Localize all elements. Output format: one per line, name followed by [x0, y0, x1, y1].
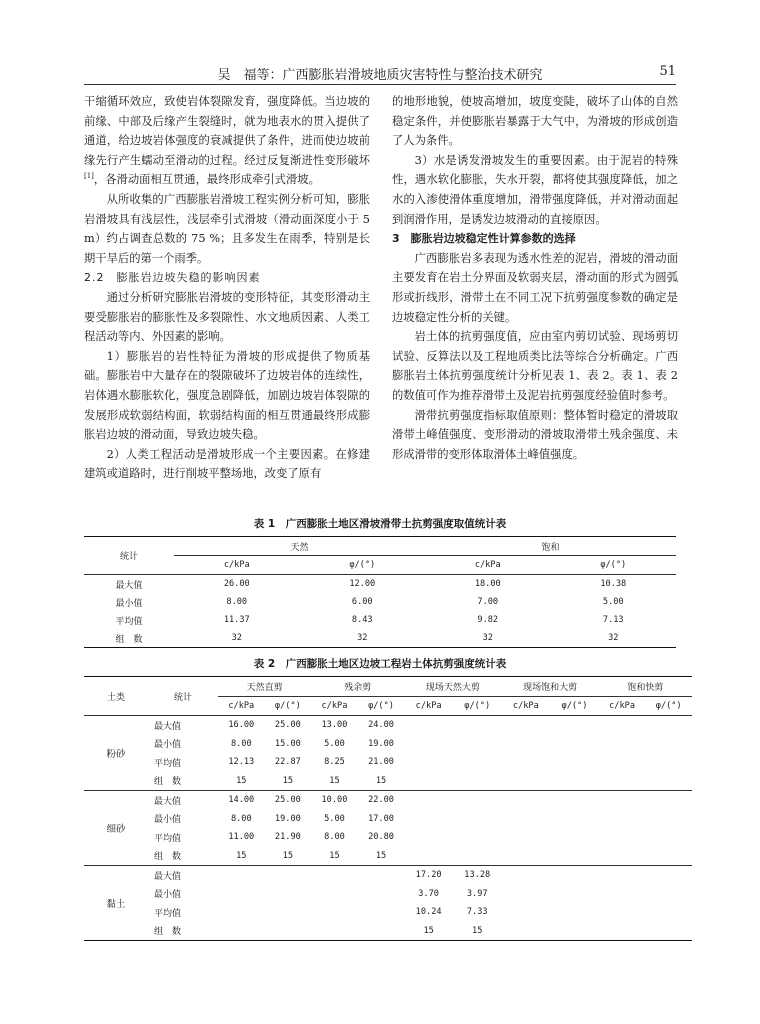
- table-row: [84, 593, 676, 611]
- table-cell: [453, 735, 502, 754]
- row-label: 最小值: [115, 598, 143, 609]
- paragraph: 干缩循环效应，致使岩体裂隙发育，强度降低。当边坡的前缘、中部及后缘产生裂缝时，就为地表水的贯入提供了通道，给边坡岩体强度的衰减提供了条件，进而使边坡前缘先行产生蠕动至滑动的过程。经过反复渐进性变形破坏[1]，各滑动面相互贯通，最终形成牵引式滑坡。: [84, 95, 370, 187]
- paragraph: 的地形地貌，使坡高增加，坡度变陡，破坏了山体的自然稳定条件，并使膨胀岩暴露于大气中，为滑坡的形成创造了人为条件。: [392, 95, 678, 148]
- table-cell: [358, 922, 405, 941]
- left-column: [84, 92, 370, 484]
- row-label: 平均值: [115, 616, 143, 627]
- table-cell: 15: [423, 925, 434, 936]
- table-cell: [502, 885, 551, 904]
- paragraph: 3）水是诱发滑坡发生的重要因素。由于泥岩的特殊性，遇水软化膨胀，失水开裂，都将使其强度降低，加之水的入渗使滑体重度增加，滑带强度降低，并对滑动面起到润滑作用，是诱发边坡滑动的直接原因。: [392, 153, 678, 226]
- table-cell: [550, 866, 599, 885]
- table2-caption: 表 2 广西膨胀土地区边坡工程岩土体抗剪强度统计表: [253, 658, 507, 670]
- table-cell: [404, 810, 453, 829]
- table-cell: [550, 772, 599, 791]
- paragraph: 2）人类工程活动是滑坡形成一个主要因素。在修建建筑或道路时，进行削坡平整场地，改变了原有: [84, 447, 370, 481]
- table-cell: [550, 735, 599, 754]
- col-header: φ/(°): [551, 556, 677, 575]
- col-header: φ/(°): [358, 696, 405, 716]
- table-cell: [218, 866, 265, 885]
- table-cell: 10.24: [415, 907, 442, 918]
- table1-group-natural: 天然: [174, 537, 425, 556]
- table-cell: [453, 810, 502, 829]
- paragraph: 广西膨胀岩多表现为透水性差的泥岩，滑坡的滑动面主要发育在岩土分界面及软弱夹层，滑动面的形式为圆弧形或折线形，滑带土在不同工况下抗剪强度参数的确定是边坡稳定性分析的关键。: [392, 251, 678, 324]
- paragraph: 1）膨胀岩的岩性特征为滑坡的形成提供了物质基础。膨胀岩中大量存在的裂隙破坏了边坡岩体的连续性，岩体遇水膨胀软化，强度急剧降低，加剧边坡岩体裂隙的发展形成软弱结构面，软弱结构面的相互贯通最终形成膨胀岩边坡的滑动面，导致边坡失稳。: [84, 349, 370, 442]
- row-label: 最大值: [115, 580, 143, 591]
- table-cell: [599, 903, 646, 922]
- table-cell: [358, 866, 405, 885]
- table-cell: 8.00: [226, 597, 248, 607]
- table-cell: 32: [608, 633, 619, 643]
- table2-group-header: 天然直剪: [218, 677, 311, 697]
- table-cell: 16.00: [228, 720, 255, 731]
- section-heading-2-2: 2.2 膨胀岩边坡失稳的影响因素: [84, 271, 261, 285]
- table-cell: 9.82: [477, 615, 499, 625]
- table-cell: [502, 810, 551, 829]
- table-cell: [502, 772, 551, 791]
- table-cell: 32: [357, 633, 368, 643]
- table-cell: [599, 772, 646, 791]
- table-cell: [550, 810, 599, 829]
- table-cell: [404, 735, 453, 754]
- table-row: [84, 903, 692, 922]
- row-label: 最小值: [154, 890, 182, 901]
- table2-group-header: 现场饱和大剪: [502, 677, 599, 697]
- table-row: [84, 575, 676, 594]
- row-label: 平均值: [154, 758, 182, 769]
- table2: [84, 676, 692, 941]
- table-cell: [404, 753, 453, 772]
- table-cell: 5.00: [602, 597, 624, 607]
- table-cell: 8.25: [324, 757, 345, 768]
- table-row: [84, 716, 692, 735]
- row-label: 组 数: [115, 634, 143, 645]
- row-label: 平均值: [154, 908, 182, 919]
- row-label: 组 数: [154, 927, 182, 938]
- table-cell: 5.00: [324, 813, 345, 824]
- table-cell: [502, 847, 551, 866]
- table-cell: 15: [472, 925, 483, 936]
- table2-body: [84, 716, 692, 941]
- table-cell: [599, 810, 646, 829]
- table-cell: [358, 903, 405, 922]
- table-cell: [645, 810, 692, 829]
- row-label: 最小值: [154, 740, 182, 751]
- table-cell: [502, 866, 551, 885]
- table-cell: [645, 716, 692, 735]
- table-cell: [550, 753, 599, 772]
- row-label: 最小值: [154, 815, 182, 826]
- table-cell: [502, 922, 551, 941]
- table-cell: [502, 735, 551, 754]
- table-cell: [599, 847, 646, 866]
- table-cell: 8.00: [230, 738, 252, 749]
- table-cell: [404, 716, 453, 735]
- table-cell: [453, 716, 502, 735]
- table-cell: 15: [282, 850, 294, 861]
- table-cell: 8.00: [324, 832, 345, 843]
- col-header: c/kPa: [599, 696, 646, 716]
- table-cell: 15: [329, 775, 340, 786]
- col-header: c/kPa: [502, 696, 551, 716]
- table-row: [84, 810, 692, 829]
- table-cell: 13.28: [453, 866, 502, 885]
- table-cell: [599, 791, 646, 810]
- table-cell: 32: [231, 633, 242, 643]
- table-row: [84, 629, 676, 648]
- table2-group-header: 残余剪: [311, 677, 404, 697]
- soil-type-cell: 黏土: [84, 866, 148, 941]
- table-cell: 13.00: [321, 720, 348, 731]
- table-cell: 17.20: [404, 866, 453, 885]
- table-cell: [550, 922, 599, 941]
- table-cell: [645, 866, 692, 885]
- table1-body: [84, 575, 676, 648]
- table-cell: 15: [236, 850, 247, 861]
- col-header: c/kPa: [218, 696, 265, 716]
- table-cell: [502, 753, 551, 772]
- table-cell: 10.38: [600, 579, 627, 589]
- paragraph: 岩土体的抗剪强度值，应由室内剪切试验、现场剪切试验、反算法以及工程地质类比法等综合分析确定。广西膨胀岩土体抗剪强度统计分析见表 1、表 2。表 1、表 2 的数值可作为推荐滑带土及泥岩抗剪强度经验值时参考。: [392, 330, 678, 402]
- table-cell: [502, 791, 551, 810]
- table-cell: 24.00: [368, 720, 394, 731]
- col-header: φ/(°): [645, 696, 692, 716]
- table-cell: [218, 922, 265, 941]
- section-heading-3: 3 膨胀岩边坡稳定性计算参数的选择: [392, 232, 576, 246]
- table-cell: [311, 885, 358, 904]
- table-row: [84, 753, 692, 772]
- table-cell: [502, 716, 551, 735]
- table-cell: [502, 828, 551, 847]
- row-label: 组 数: [154, 777, 182, 788]
- table-cell: [404, 772, 453, 791]
- table-cell: [599, 716, 646, 735]
- col-header: c/kPa: [311, 696, 358, 716]
- table-cell: 7.13: [602, 615, 624, 625]
- table-cell: [645, 772, 692, 791]
- table-row: [84, 866, 692, 885]
- col-header: φ/(°): [265, 696, 312, 716]
- col-header: c/kPa: [404, 696, 453, 716]
- row-label: 最大值: [148, 866, 218, 885]
- soil-type-cell: 粉砂: [106, 749, 126, 760]
- table-cell: 32: [482, 633, 493, 643]
- table-cell: [218, 903, 265, 922]
- table-cell: [453, 772, 502, 791]
- running-title: 吴 福等：广西膨胀岩滑坡地质灾害特性与整治技术研究: [217, 68, 543, 83]
- table-cell: 17.00: [368, 813, 394, 824]
- table-cell: 19.00: [274, 813, 301, 824]
- table-cell: 12.13: [228, 757, 255, 768]
- table-cell: 18.00: [474, 579, 501, 589]
- table1: [84, 536, 676, 648]
- col-header: φ/(°): [550, 696, 599, 716]
- table-cell: [645, 753, 692, 772]
- table-cell: 21.90: [274, 832, 301, 843]
- table-cell: 15: [375, 775, 387, 786]
- table-cell: [550, 716, 599, 735]
- col-header: c/kPa: [174, 556, 300, 575]
- table-cell: [550, 791, 599, 810]
- table-cell: 5.00: [324, 738, 345, 749]
- table-row: [84, 828, 692, 847]
- table-cell: 20.80: [368, 832, 394, 843]
- table-cell: 8.43: [351, 615, 373, 625]
- table-cell: 15: [236, 775, 247, 786]
- table1-group-saturated: 饱和: [425, 537, 676, 556]
- table1-stat-header: 统计: [84, 537, 174, 575]
- table-cell: [404, 791, 453, 810]
- right-column: [392, 92, 678, 464]
- table-cell: [453, 847, 502, 866]
- table-cell: [502, 903, 551, 922]
- table-cell: [599, 866, 646, 885]
- table-cell: [645, 903, 692, 922]
- table-cell: [265, 903, 312, 922]
- table2-group-header: 现场天然大剪: [404, 677, 501, 697]
- table-cell: [550, 903, 599, 922]
- table-cell: [358, 885, 405, 904]
- paragraph: 从所收集的广西膨胀岩滑坡工程实例分析可知，膨胀岩滑坡具有浅层性，浅层牵引式滑坡（滑动面深度小于 5 m）约占调查总数的 75 %；且多发生在雨季，特别是长期干旱后的第一个雨季。: [84, 192, 370, 265]
- table-cell: [404, 847, 453, 866]
- table-cell: [311, 866, 358, 885]
- table-cell: 25.00: [265, 791, 312, 810]
- table-cell: 19.00: [368, 738, 394, 749]
- table2-stat-header: 统计: [148, 677, 218, 716]
- table-cell: 7.00: [477, 597, 499, 607]
- table-cell: [645, 847, 692, 866]
- table-cell: 11.37: [223, 615, 250, 625]
- table-row: [84, 885, 692, 904]
- table-row: [84, 735, 692, 754]
- table-row: [84, 791, 692, 810]
- table-row: [84, 611, 676, 629]
- table-cell: 11.00: [228, 832, 255, 843]
- table-row: [84, 847, 692, 866]
- table-cell: [453, 753, 502, 772]
- table-cell: 3.97: [466, 888, 488, 899]
- table-cell: [599, 922, 646, 941]
- paragraph: 滑带抗剪强度指标取值原则：整体暂时稳定的滑坡取滑带土峰值强度、变形滑动的滑坡取滑带土残余强度、未形成滑带的变形体取滑体土峰值强度。: [392, 408, 678, 461]
- col-header: φ/(°): [453, 696, 502, 716]
- table-cell: 21.00: [368, 757, 394, 768]
- table1-caption: 表 1 广西膨胀土地区滑坡滑带土抗剪强度取值统计表: [253, 518, 507, 530]
- table-cell: [550, 885, 599, 904]
- table-cell: [599, 885, 646, 904]
- table-cell: [265, 866, 312, 885]
- table-cell: 3.70: [418, 888, 439, 899]
- table-cell: [453, 828, 502, 847]
- table-cell: [599, 753, 646, 772]
- table-cell: 22.87: [274, 757, 301, 768]
- table-cell: 12.00: [349, 579, 376, 589]
- table-cell: 6.00: [351, 597, 373, 607]
- table-cell: [265, 885, 312, 904]
- table-cell: [453, 791, 502, 810]
- row-label: 最大值: [148, 791, 218, 810]
- page-number: 51: [659, 64, 676, 79]
- table-cell: [550, 847, 599, 866]
- table-cell: 25.00: [274, 720, 301, 731]
- table-cell: [645, 922, 692, 941]
- table-cell: 26.00: [223, 579, 250, 589]
- col-header: φ/(°): [300, 556, 426, 575]
- table-cell: 15.00: [274, 738, 301, 749]
- table-cell: 15: [282, 775, 294, 786]
- table2-group-header: 饱和快剪: [599, 677, 692, 697]
- col-header: c/kPa: [425, 556, 551, 575]
- row-label: 最大值: [154, 721, 182, 732]
- table-cell: [550, 828, 599, 847]
- table-cell: [599, 828, 646, 847]
- table-cell: [645, 828, 692, 847]
- citation-ref[interactable]: [1]: [84, 172, 94, 181]
- table-cell: 15: [329, 850, 340, 861]
- soil-type-cell: 细砂: [84, 791, 148, 866]
- table-cell: [311, 922, 358, 941]
- table-cell: 15: [375, 850, 387, 861]
- table2-soil-header: 土类: [84, 677, 148, 716]
- table-cell: 14.00: [218, 791, 265, 810]
- row-label: 平均值: [154, 833, 182, 844]
- table-row: [84, 922, 692, 941]
- table-row: [84, 772, 692, 791]
- table-cell: 7.33: [466, 907, 488, 918]
- table-cell: [218, 885, 265, 904]
- table-cell: [311, 903, 358, 922]
- running-header: [84, 62, 676, 85]
- table-cell: 10.00: [311, 791, 358, 810]
- table-cell: [404, 828, 453, 847]
- table-cell: [645, 735, 692, 754]
- table-cell: [599, 735, 646, 754]
- table-cell: [645, 791, 692, 810]
- row-label: 组 数: [154, 852, 182, 863]
- table-cell: [265, 922, 312, 941]
- table-cell: [645, 885, 692, 904]
- table-cell: 22.00: [358, 791, 405, 810]
- table-cell: 8.00: [230, 813, 252, 824]
- paragraph: 通过分析研究膨胀岩滑坡的变形特征，其变形滑动主要受膨胀岩的膨胀性及多裂隙性、水文地质因素、人类工程活动等内、外因素的影响。: [84, 290, 370, 344]
